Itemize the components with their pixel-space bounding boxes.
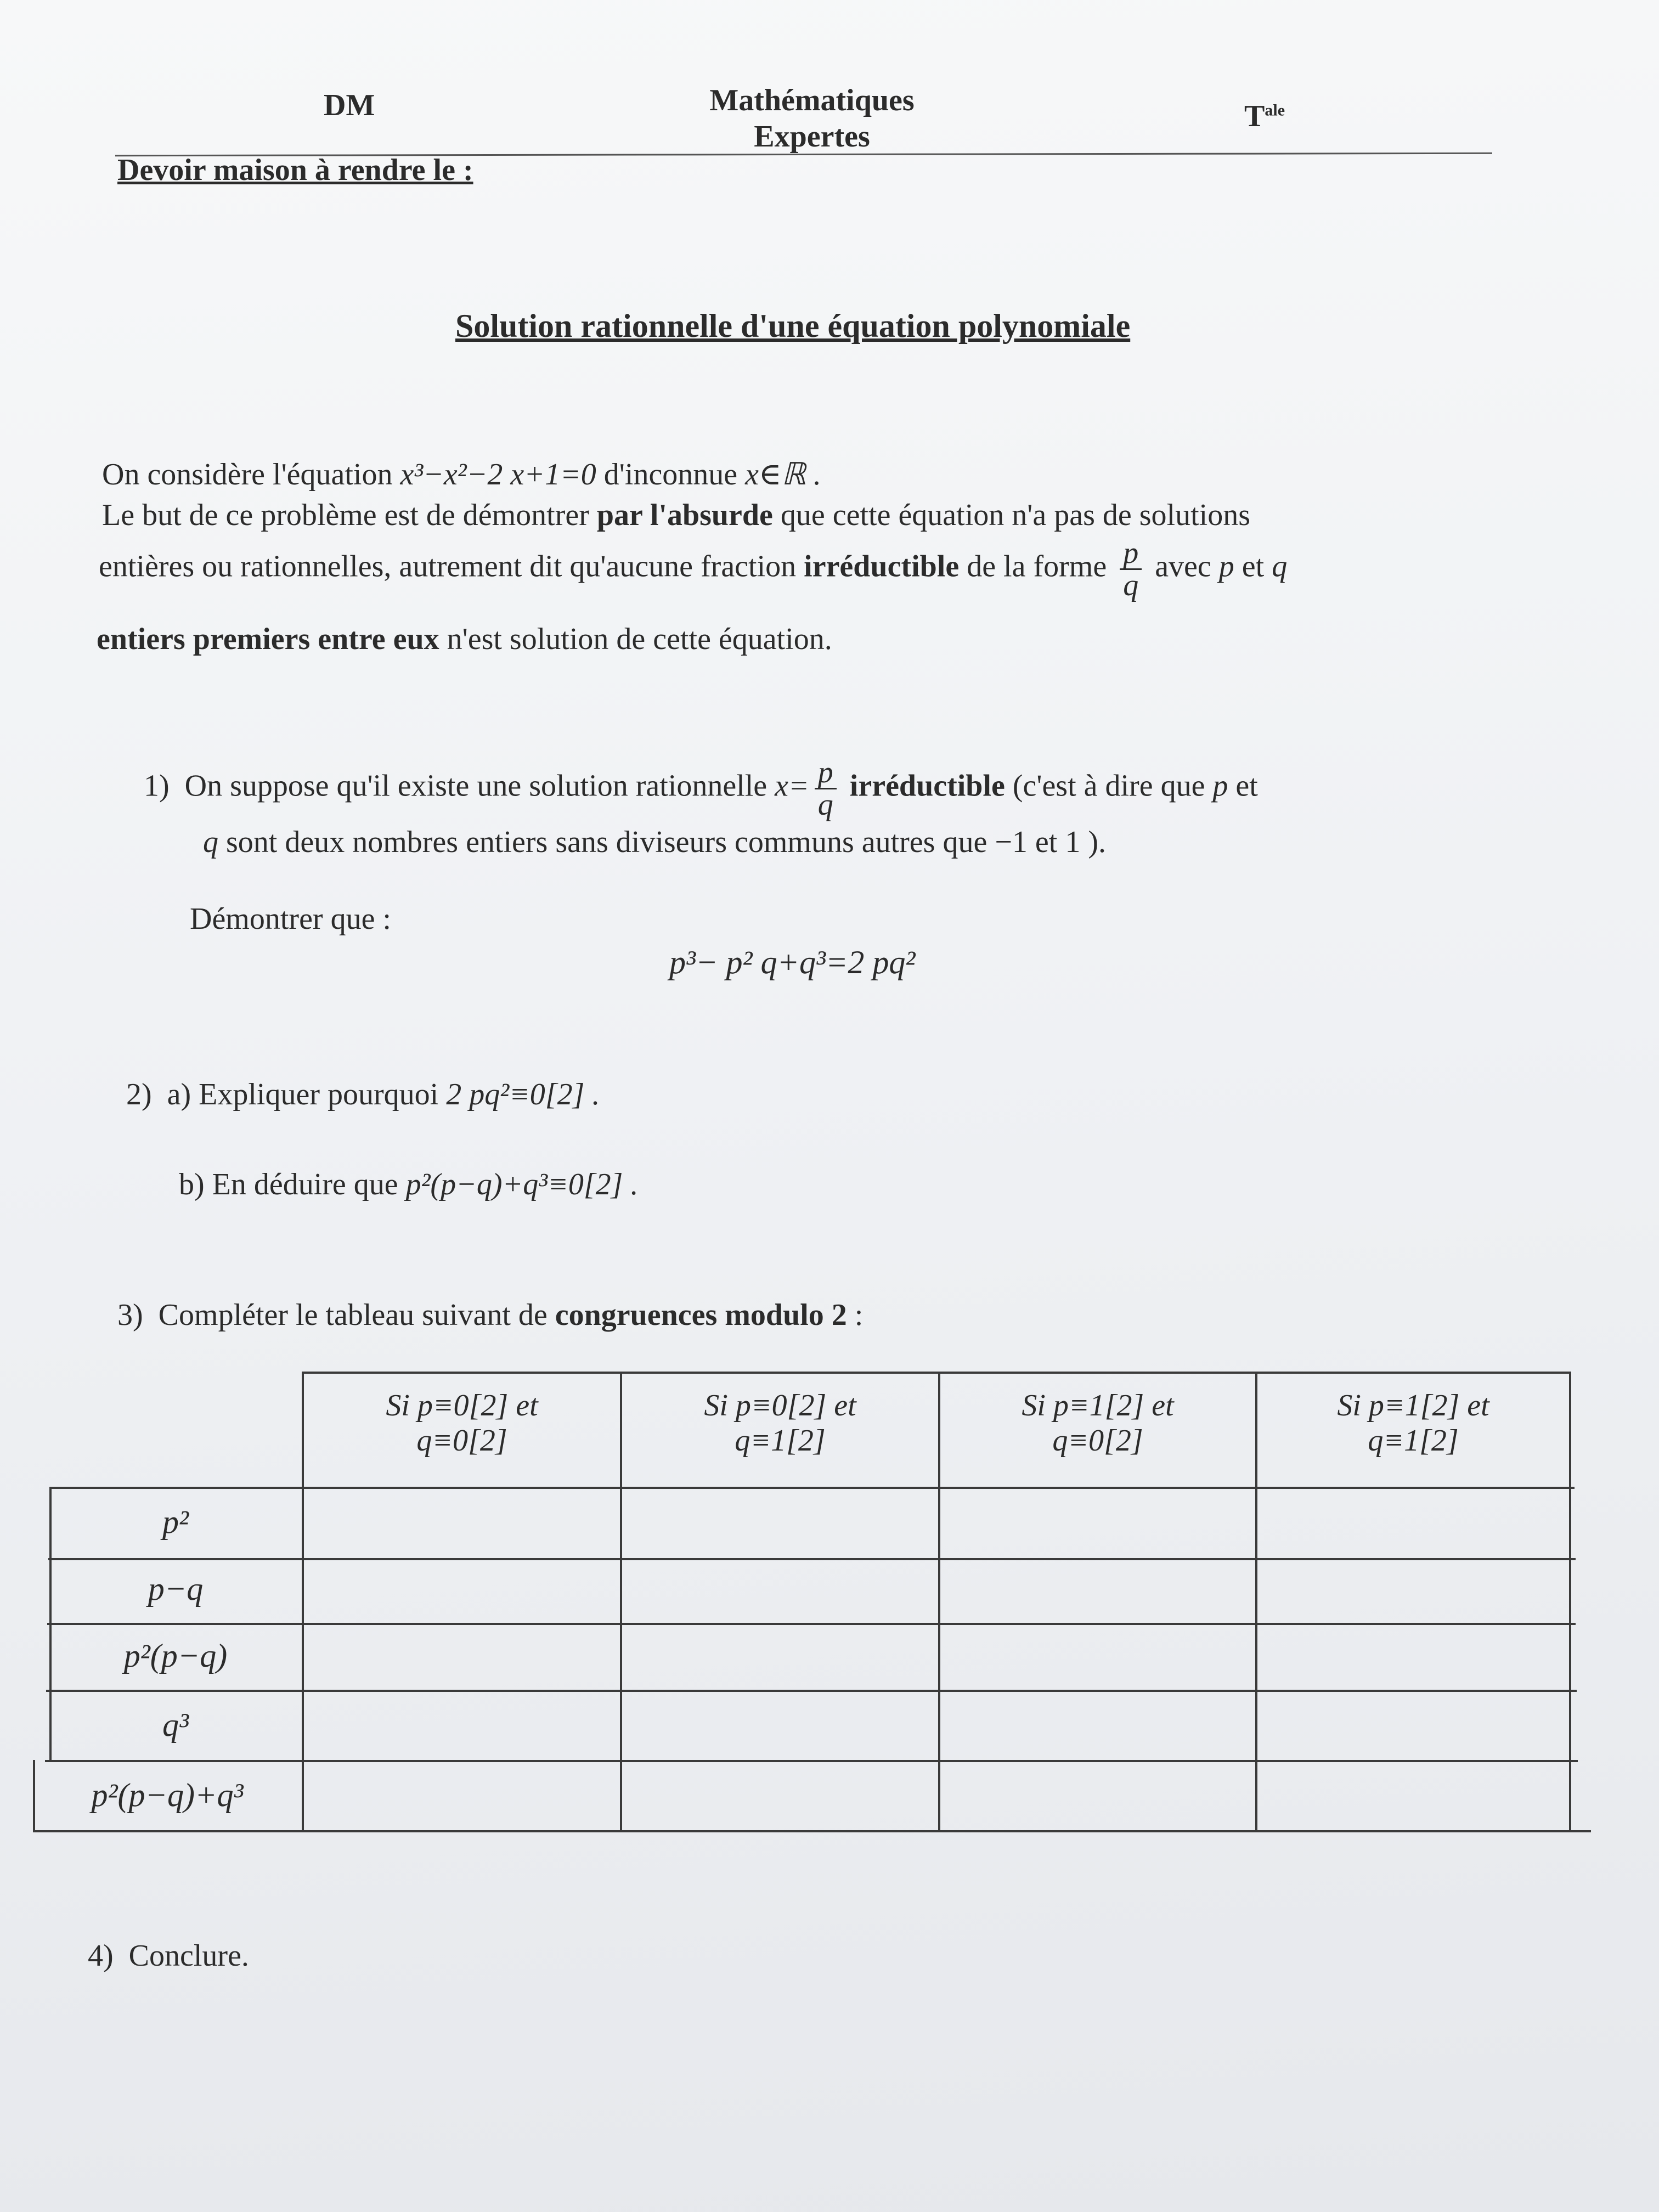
q1-line1 <box>144 757 1258 820</box>
col3-line2: q≡0[2] <box>1052 1424 1143 1458</box>
q3-text-a: Compléter le tableau suivant de <box>158 1298 548 1332</box>
q3-bold: congruences modulo 2 <box>555 1298 847 1332</box>
q1-one: 1 ). <box>1065 825 1106 859</box>
intro-l3b: de la forme <box>967 549 1107 584</box>
intro-l3c: avec <box>1155 549 1211 584</box>
q2-a-label: a) Expliquer pourquoi <box>167 1077 439 1111</box>
subject-line2: Expertes <box>754 120 870 154</box>
col1-line2: q≡0[2] <box>416 1424 507 1458</box>
intro-and: et <box>1242 549 1265 584</box>
col-header-1 <box>304 1388 620 1458</box>
q1-fraction <box>815 757 837 820</box>
intro-l3-bold: irréductible <box>804 549 960 584</box>
intro-fraction <box>1120 538 1142 601</box>
intro-l2b: que cette équation n'a pas de solutions <box>780 498 1250 532</box>
table-line <box>45 1760 1578 1762</box>
q1-minus-one: −1 <box>995 825 1028 859</box>
col-header-4 <box>1257 1388 1569 1458</box>
q1-et2: et <box>1035 825 1058 859</box>
intro-l4b: n'est solution de cette équation. <box>447 622 832 656</box>
col4-line2: q≡1[2] <box>1368 1424 1459 1458</box>
row-label-sum: p²(p−q)+q³ <box>91 1777 244 1813</box>
col-header-3 <box>940 1388 1255 1458</box>
frac-den: q <box>1123 568 1139 602</box>
q1-text-b: (c'est à dire que <box>1012 769 1205 803</box>
q1-bold: irréductible <box>849 769 1005 803</box>
level-sup: ale <box>1265 101 1285 120</box>
q1-x-eq: x= <box>775 769 809 803</box>
intro-l2-bold: par l'absurde <box>596 498 773 532</box>
intro-l2a: Le but de ce problème est de démontrer <box>102 498 589 532</box>
q2-a-expr: 2 pq²≡0[2] . <box>446 1077 600 1111</box>
q4-number: 4) <box>88 1939 114 1973</box>
col-header-2 <box>622 1388 938 1458</box>
q2-b-label: b) En déduire que <box>179 1167 398 1201</box>
intro-p: p <box>1218 549 1234 584</box>
intro-equation: x³−x²−2 x+1=0 <box>400 458 596 492</box>
congruence-table <box>33 1372 1591 1832</box>
intro-line1 <box>102 455 821 494</box>
q1-line2 <box>203 823 1106 861</box>
table-top-line <box>302 1372 1569 1374</box>
intro-line2 <box>102 496 1250 534</box>
col1-line1: Si p≡0[2] et <box>386 1389 538 1423</box>
row-label-p2-p-minus-q: p²(p−q) <box>123 1638 228 1674</box>
header-dm: DM <box>324 88 375 122</box>
q3-number: 3) <box>117 1298 143 1332</box>
intro-prefix: On considère l'équation <box>102 458 393 492</box>
q4-line <box>88 1937 249 1975</box>
q1-text-a: On suppose qu'il existe une solution rationnelle <box>184 769 768 803</box>
q2-number: 2) <box>126 1077 152 1111</box>
q1-et: et <box>1235 769 1258 803</box>
table-bottom-line <box>33 1830 1591 1832</box>
table-line <box>46 1690 1577 1692</box>
intro-l3a: entières ou rationnelles, autrement dit qu'aucune fraction <box>99 549 797 584</box>
q3-text-b: : <box>854 1298 864 1332</box>
intro-l4-bold: entiers premiers entre eux <box>97 622 439 656</box>
frac-num: p <box>1120 538 1142 570</box>
intro-line3 <box>99 538 1287 601</box>
intro-unknown: x∈ℝ . <box>745 458 821 492</box>
q1-demo: Démontrer que : <box>190 902 391 936</box>
table-line <box>47 1623 1576 1625</box>
q1-p: p <box>1212 769 1228 803</box>
q1-number: 1) <box>144 769 170 803</box>
header-subject <box>669 82 955 155</box>
q1-formula: p³− p² q+q³=2 pq² <box>669 944 916 980</box>
intro-suffix: d'inconnue <box>603 458 738 492</box>
row-label-q3: q³ <box>162 1707 189 1743</box>
col3-line1: Si p≡1[2] et <box>1022 1389 1174 1423</box>
row-label-p2: p² <box>162 1504 189 1540</box>
q1-frac-den: q <box>817 788 833 822</box>
q1-frac-num: p <box>815 757 837 789</box>
due-date-label: Devoir maison à rendre le : <box>117 153 473 187</box>
q3-line <box>117 1296 863 1334</box>
intro-line4 <box>97 620 832 658</box>
col4-line1: Si p≡1[2] et <box>1337 1389 1489 1423</box>
q1-q: q <box>203 825 218 859</box>
q2-b <box>179 1165 638 1204</box>
table-right-line <box>1569 1372 1571 1831</box>
q2-a <box>126 1075 600 1114</box>
level-letter: T <box>1244 99 1265 133</box>
intro-q: q <box>1272 549 1288 584</box>
table-line <box>48 1558 1576 1560</box>
q4-text: Conclure. <box>128 1939 249 1973</box>
table-line <box>49 1487 1575 1489</box>
page-title: Solution rationnelle d'une équation polynomiale <box>455 308 1131 344</box>
col2-line2: q≡1[2] <box>735 1424 826 1458</box>
subject-line1: Mathématiques <box>709 83 915 117</box>
q2-b-expr: p²(p−q)+q³≡0[2] . <box>405 1167 639 1201</box>
q1-text-c: sont deux nombres entiers sans diviseurs communs autres que <box>226 825 988 859</box>
col2-line1: Si p≡0[2] et <box>704 1389 856 1423</box>
header-level <box>1244 99 1285 134</box>
row-label-p-minus-q: p−q <box>148 1571 204 1607</box>
